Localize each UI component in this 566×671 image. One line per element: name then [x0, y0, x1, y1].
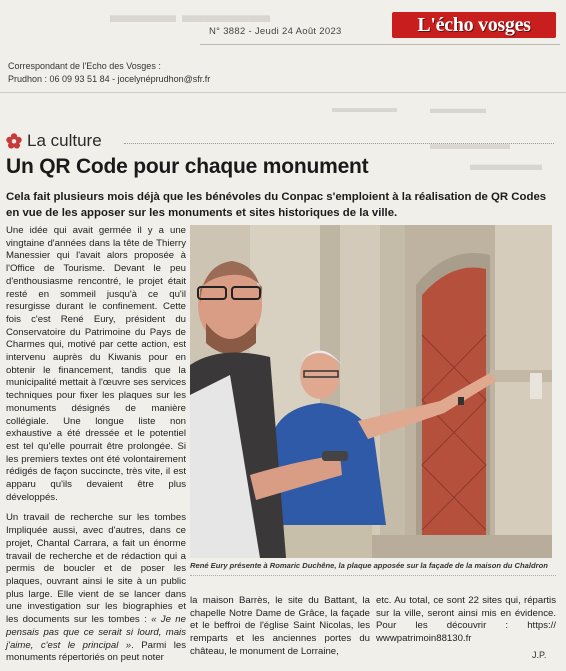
article-lead: Cela fait plusieurs mois déjà que les bénévoles du Conpac s'emploient à la réalisation de QR Codes en vue de les apposer sur les monuments et sites historiques de la ville. [6, 191, 547, 219]
article-column-3 [376, 595, 556, 646]
article-photo [190, 225, 552, 558]
issue-info: N° 3882 - Jeudi 24 Août 2023 [209, 26, 342, 37]
newspaper-logo: L'écho vosges [392, 12, 556, 38]
divider [124, 143, 554, 144]
bleed-through-text: ▬▬▬▬▬ [430, 136, 510, 153]
paragraph: la maison Barrès, le site du Battant, la chapelle Notre Dame de Grâce, la façade et le beffroi de l'église Saint Nicolas, les remparts et les anciennes portes du château, le monument de Lorraine, [190, 595, 370, 657]
correspondent-contact: Prudhon : 06 09 93 51 84 - jocelynéprudhon@sfr.fr [8, 74, 211, 84]
author-initials: J.P. [532, 650, 547, 660]
article-column-2 [190, 595, 370, 659]
article-column-1 [6, 225, 186, 665]
divider [0, 92, 566, 93]
article-headline: Un QR Code pour chaque monument [6, 155, 369, 178]
paragraph: Une idée qui avait germée il y a une vingtaine d'années dans la tête de Thierry Manessier qui l'avait alors proposée à l'Office de Tourisme. Devant le peu d'enthousiasme rencontré, le projet était resté en sommeil jusqu'à ce qu'il resurgisse durant le confinement. Cette fois c'est René Eury, président du Conservatoire du Patrimoine du Pays de Charmes qui, motivé par cette action, est intervenu auprès du Kiwanis pour en obtenir le financement, tandis que la municipalité mettait à l'œuvre ses services techniques pour fixer les plaques sur les monuments désignés de manière collégiale. Une longue liste non exhaustive a été dressée et le potentiel est tel qu'elle pourrait être prolongée. Si les premiers textes ont été volontairement rédigés de façon succincte, très vite, il est apparu qu'ils devaient être plus développés. [6, 225, 186, 503]
section-title: La culture [27, 131, 102, 150]
paragraph: etc. Au total, ce sont 22 sites qui, répartis sur la ville, seront ainsi mis en évidence. Pour les découvrir : https:// wwwpatrimoin88130.fr [376, 595, 556, 645]
correspondent-line: Correspondant de l'Echo des Vosges : [8, 61, 161, 71]
divider [200, 44, 560, 45]
bleed-through-text: ▬▬▬▬ [470, 154, 542, 174]
bleed-through-text: ▬▬▬▬▬ [332, 100, 397, 115]
paragraph: Un travail de recherche sur les tombes Impliquée aussi, avec d'autres, dans ce projet, Chantal Carrara, a fait un énorme travail de recherche et de rédaction qui a permis de boucler et de poser les plaques, ouvrant ainsi le site à un public plus large. Elle vient de se lancer dans une investigation sur les biographies et les documents sur les tombes : « Je ne pensais pas que ce serait si lourd, mais j'aime, c'est le principal ». Parmi les monuments répertoriés on peut noter [6, 512, 186, 664]
correspondent-info [8, 60, 210, 86]
section-header [6, 131, 102, 151]
bleed-through-text: ▬▬▬ ▬▬▬▬ [110, 2, 271, 27]
quote: « Je ne pensais pas que ce serait si lourd, mais j'aime, c'est le principal » [6, 614, 186, 651]
bleed-through-text: ▬▬▬▬ [430, 100, 486, 116]
flower-icon [6, 133, 22, 149]
divider [190, 575, 556, 576]
photo-caption: René Eury présente à Romaric Duchêne, la plaque apposée sur la façade de la maison du Chaldron [190, 561, 548, 570]
